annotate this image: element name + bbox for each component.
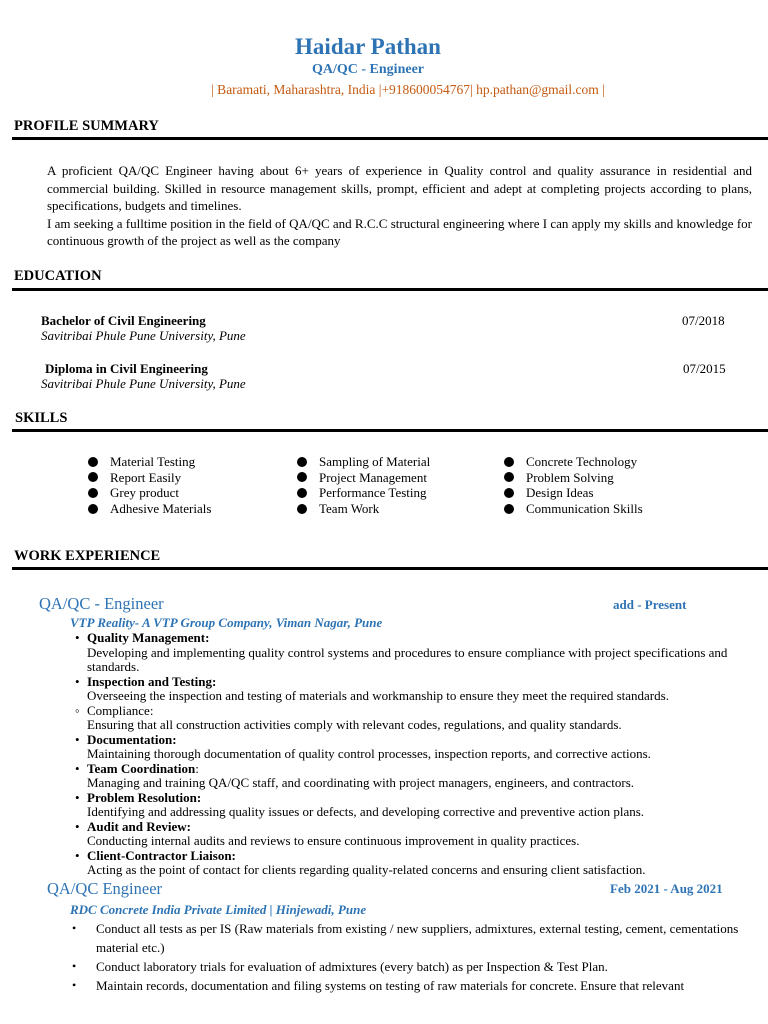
education-university: Savitribai Phule Pune University, Pune: [41, 376, 246, 391]
job-company: VTP Reality- A VTP Group Company, Viman Nagar, Pune: [70, 615, 383, 630]
responsibility-desc: Managing and training QA/QC staff, and coordinating with project managers, engineers, and contractors.: [87, 775, 635, 790]
responsibility-label: Problem Resolution:: [87, 789, 202, 805]
job-title: QA/QC Engineer: [47, 879, 163, 898]
responsibility-desc: Ensuring that all construction activities comply with relevant codes, regulations, and quality standards.: [87, 717, 622, 732]
job-dates: add - Present: [613, 597, 687, 612]
section-divider: [12, 429, 768, 432]
skill-item: [88, 470, 211, 486]
list-item: [74, 849, 768, 878]
section-title-profile: PROFILE SUMMARY: [14, 118, 159, 134]
list-item: [70, 976, 750, 995]
profile-summary: [47, 162, 752, 250]
skills-column: [297, 454, 430, 516]
bullet-icon: •: [75, 818, 80, 834]
responsibility-desc: Conduct all tests as per IS (Raw materials from existing / new suppliers, admixtures, external testing, cement, cementations material etc.): [96, 921, 739, 955]
responsibility-desc: Maintaining thorough documentation of quality control processes, inspection reports, and corrective actions.: [87, 746, 651, 761]
responsibility-label: Documentation:: [87, 731, 177, 747]
job-company: RDC Concrete India Private Limited | Hinjewadi, Pune: [70, 902, 367, 917]
education-date: 07/2015: [683, 361, 726, 376]
bullet-icon: •: [75, 731, 80, 747]
bullet-icon: [297, 488, 307, 498]
skills-column: [504, 454, 643, 516]
list-item: [74, 704, 768, 733]
skill-label: Performance Testing: [319, 485, 427, 501]
skill-item: [88, 501, 211, 517]
summary-paragraph: A proficient QA/QC Engineer having about 6+ years of experience in Quality control and quality assurance in residential and commercial building. Skilled in resource management skills, prompt, efficient and adept at completing projects according to plans, specifications, budgets and timelines.: [47, 163, 752, 213]
section-title-skills: SKILLS: [15, 410, 68, 426]
skill-label: Project Management: [319, 469, 427, 485]
bullet-icon: [504, 504, 514, 514]
responsibility-desc: Conduct laboratory trials for evaluation of admixtures (every batch) as per Inspection & Test Plan.: [96, 959, 608, 974]
section-title-education: EDUCATION: [14, 268, 102, 284]
skill-label: Design Ideas: [526, 485, 594, 501]
responsibility-desc: Maintain records, documentation and filing systems on testing of raw materials for concrete. Ensure that relevant: [96, 978, 685, 993]
responsibility-desc: Identifying and addressing quality issues or defects, and developing corrective and preventive action plans.: [87, 804, 645, 819]
bullet-icon: •: [75, 760, 80, 776]
list-item: [74, 762, 768, 791]
list-item: [74, 675, 768, 704]
list-item: [74, 820, 768, 849]
skill-label: Adhesive Materials: [110, 500, 212, 516]
section-divider: [12, 567, 768, 570]
responsibility-desc: Conducting internal audits and reviews to ensure continuous improvement in quality practices.: [87, 833, 580, 848]
skill-item: [88, 485, 211, 501]
bullet-icon: [297, 472, 307, 482]
skill-label: Report Easily: [110, 469, 182, 485]
responsibility-list: [74, 631, 768, 878]
responsibility-desc: Developing and implementing quality control systems and procedures to ensure compliance with project specifications and standards.: [87, 644, 728, 674]
bullet-icon: [297, 457, 307, 467]
skill-item: [504, 485, 643, 501]
responsibility-desc: Acting as the point of contact for clients regarding quality-related concerns and ensuring client satisfaction.: [87, 862, 646, 877]
skill-label: Concrete Technology: [526, 454, 638, 469]
skill-item: [297, 485, 430, 501]
skill-label: Grey product: [110, 485, 179, 501]
skills-column: [88, 454, 211, 516]
candidate-name: Haidar Pathan: [295, 34, 441, 59]
bullet-icon: •: [75, 630, 80, 645]
list-item: [70, 919, 750, 957]
section-divider: [12, 137, 768, 140]
list-item: [74, 733, 768, 762]
skill-item: [297, 470, 430, 486]
responsibility-label: Team Coordination: [87, 760, 196, 776]
job-dates: Feb 2021 - Aug 2021: [610, 881, 723, 896]
job-title: QA/QC - Engineer: [39, 594, 164, 613]
skill-item: [297, 501, 430, 517]
bullet-icon: [504, 457, 514, 467]
education-degree: Diploma in Civil Engineering: [45, 361, 208, 376]
section-title-experience: WORK EXPERIENCE: [14, 548, 161, 564]
skill-item: [504, 501, 643, 517]
responsibility-desc: Overseeing the inspection and testing of materials and workmanship to ensure they meet the required standards.: [87, 688, 669, 703]
bullet-icon: [504, 472, 514, 482]
contact-line: | Baramati, Maharashtra, India |+918600054767| hp.pathan@gmail.com |: [211, 82, 605, 97]
education-date: 07/2018: [682, 313, 725, 328]
responsibility-list: [70, 919, 750, 995]
section-divider: [12, 288, 768, 291]
bullet-icon: •: [72, 978, 77, 992]
skill-item: [297, 454, 430, 470]
responsibility-label: Compliance:: [87, 702, 154, 718]
summary-paragraph: I am seeking a fulltime position in the field of QA/QC and R.C.C structural engineering where I can apply my skills and knowledge for continuous growth of the project as well as the company: [47, 215, 752, 248]
list-item: [74, 631, 768, 675]
bullet-icon: •: [75, 789, 80, 805]
bullet-icon: [504, 488, 514, 498]
responsibility-label: Quality Management:: [87, 630, 210, 645]
bullet-icon: •: [72, 959, 77, 973]
responsibility-label: Audit and Review:: [87, 818, 192, 834]
bullet-icon: [88, 504, 98, 514]
responsibility-label: Client-Contractor Liaison:: [87, 847, 236, 863]
skill-label: Team Work: [319, 500, 380, 516]
bullet-icon: •: [75, 673, 80, 689]
responsibility-label-suffix: :: [195, 760, 199, 776]
education-degree: Bachelor of Civil Engineering: [41, 313, 206, 328]
bullet-icon: •: [72, 921, 77, 935]
education-university: Savitribai Phule Pune University, Pune: [41, 328, 246, 343]
skill-label: Problem Solving: [526, 469, 614, 485]
bullet-icon: [88, 472, 98, 482]
skill-label: Communication Skills: [526, 500, 643, 516]
skill-item: [88, 454, 211, 470]
bullet-icon: [88, 488, 98, 498]
skill-label: Material Testing: [110, 454, 196, 469]
skill-item: [504, 470, 643, 486]
list-item: [70, 957, 750, 976]
skill-label: Sampling of Material: [319, 454, 431, 469]
bullet-icon: •: [75, 847, 80, 863]
list-item: [74, 791, 768, 820]
responsibility-label: Inspection and Testing:: [87, 673, 217, 689]
bullet-icon: [88, 457, 98, 467]
candidate-role: QA/QC - Engineer: [312, 62, 424, 77]
bullet-icon: [297, 504, 307, 514]
hollow-bullet-icon: ◦: [75, 702, 80, 718]
skill-item: [504, 454, 643, 470]
